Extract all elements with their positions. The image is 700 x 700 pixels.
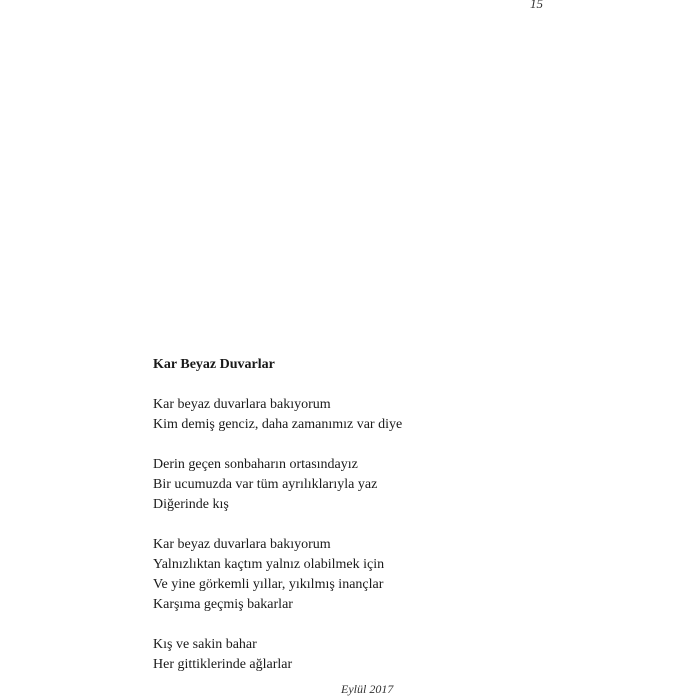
poem-line: Kış ve sakin bahar [153,637,257,652]
poem-line: Bir ucumuzda var tüm ayrılıklarıyla yaz [153,477,378,492]
poem-line: Kim demiş genciz, daha zamanımız var diye [153,417,403,432]
stanza-2 [153,455,553,515]
poem-line: Ve yine görkemli yıllar, yıkılmış inançlar [153,577,384,592]
stanza-1 [153,395,553,435]
poem [153,355,553,695]
poem-line: Yalnızlıktan kaçtım yalnız olabilmek için [153,557,385,572]
poem-line: Karşıma geçmiş bakarlar [153,597,293,612]
poem-date: Eylül 2017 [341,682,394,696]
page-number: 15 [530,0,543,11]
poem-line: Diğerinde kış [153,497,229,512]
stanza-4 [153,635,553,675]
poem-title: Kar Beyaz Duvarlar [153,357,275,372]
poem-line: Kar beyaz duvarlara bakıyorum [153,537,331,552]
poem-line: Her gittiklerinde ağlarlar [153,657,293,672]
poem-line: Derin geçen sonbaharın ortasındayız [153,457,358,472]
stanza-3 [153,535,553,615]
poem-line: Kar beyaz duvarlara bakıyorum [153,397,331,412]
